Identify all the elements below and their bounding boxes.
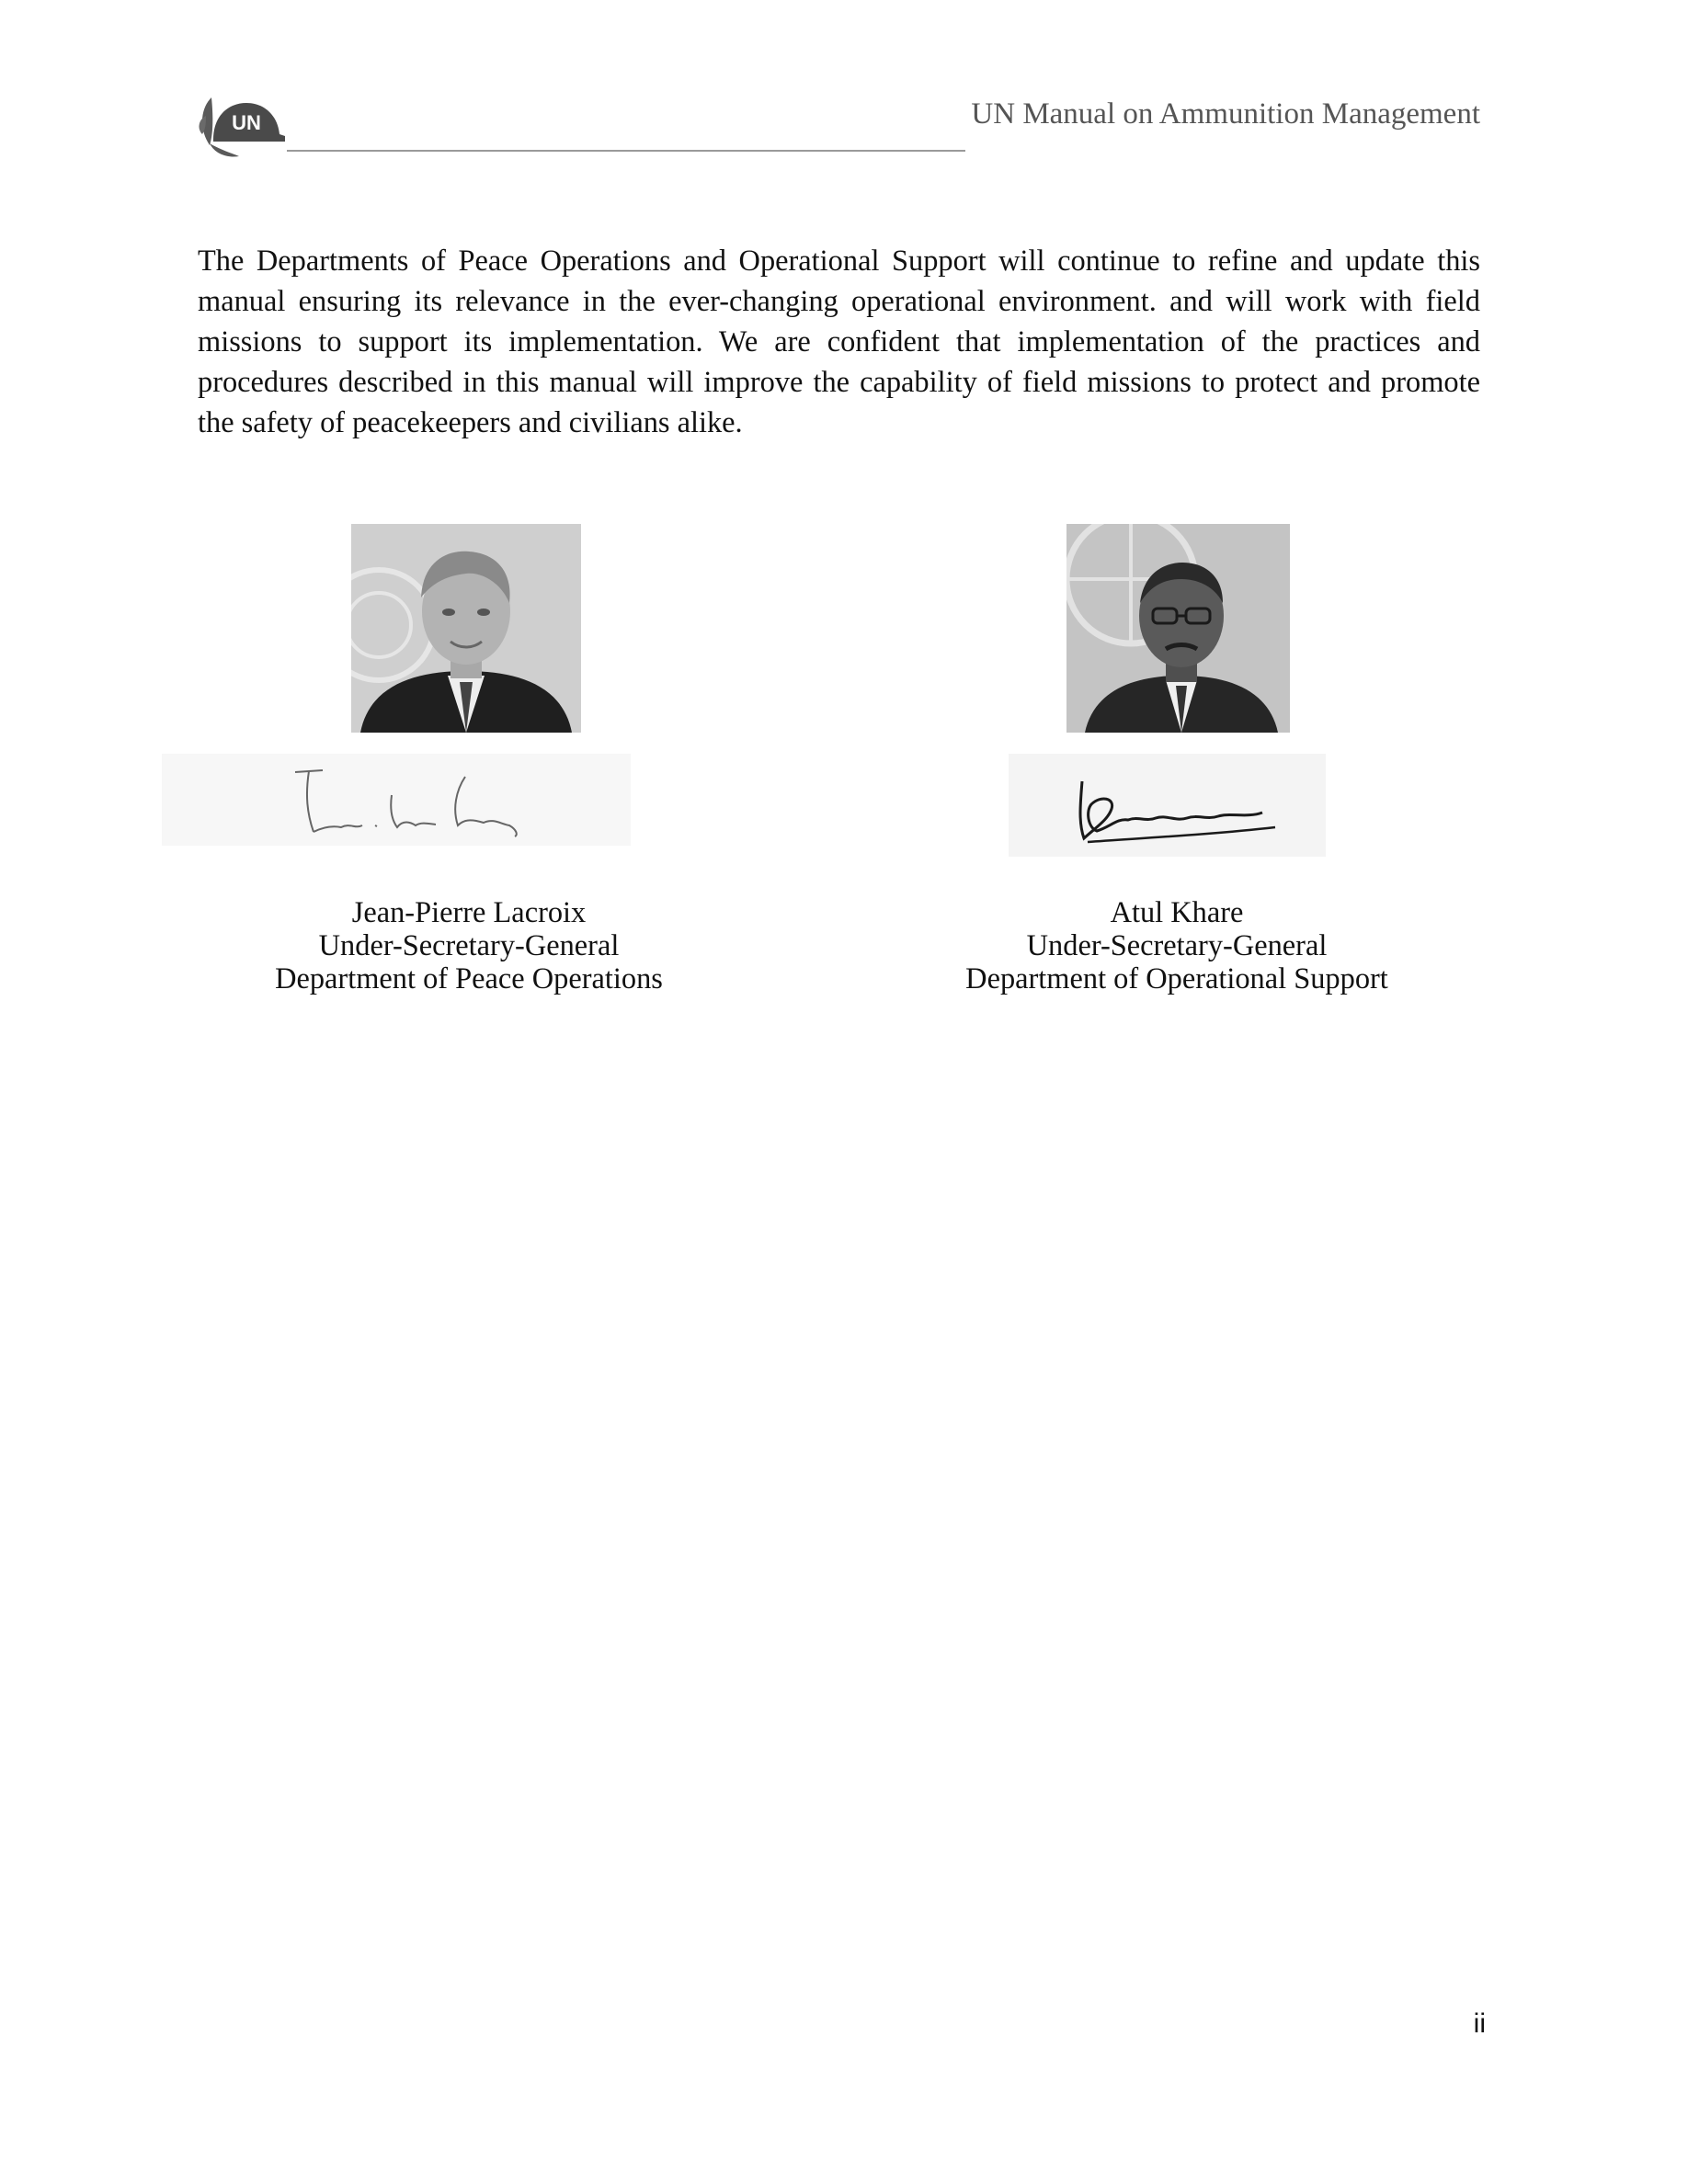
signatory-block-right (929, 896, 1425, 995)
un-helmet-logo (195, 88, 287, 162)
signatory-department: Department of Operational Support (965, 962, 1388, 995)
signatory-department: Department of Peace Operations (275, 962, 663, 995)
signature-khare (1009, 754, 1326, 857)
signatory-title: Under-Secretary-General (1026, 929, 1328, 962)
running-header-title: UN Manual on Ammunition Management (971, 97, 1480, 131)
portrait-photo-lacroix (351, 524, 581, 733)
logo-text: UN (232, 111, 261, 134)
signatory-name: Atul Khare (1110, 896, 1244, 929)
portrait-photo-khare (1066, 524, 1290, 733)
header-rule (287, 150, 965, 152)
signatory-title: Under-Secretary-General (318, 929, 620, 962)
signature-lacroix (162, 754, 631, 846)
intro-paragraph: The Departments of Peace Operations and Operational Support will continue to refine and update this manual ensuring its relevance in the ever-changing operational environment. and will work with field missions to support its implementation. We are confident that implementation of the practices and procedures described in this manual will improve the capability of field missions to protect and promote the safety of peacekeepers and civilians alike. (198, 245, 1480, 439)
signatory-name: Jean-Pierre Lacroix (351, 896, 587, 929)
page-number: ii (1473, 2008, 1486, 2039)
signatory-block-left (230, 896, 708, 995)
